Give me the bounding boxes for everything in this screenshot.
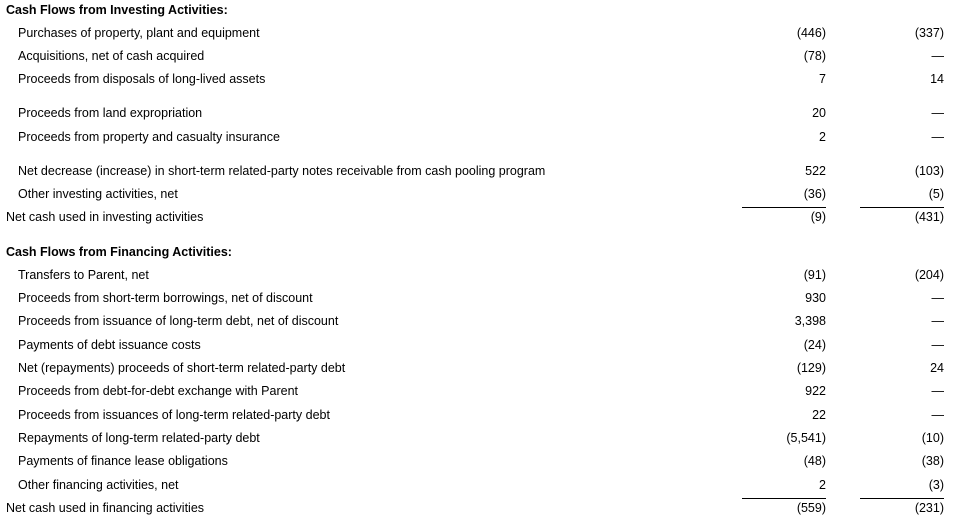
- table-row: [0, 428, 953, 448]
- value-col-2: —: [931, 106, 944, 120]
- value-col-2: —: [931, 408, 944, 422]
- value-col-2: —: [931, 384, 944, 398]
- line-item-label: Repayments of long-term related-party debt: [18, 431, 260, 445]
- table-row: [0, 451, 953, 471]
- value-col-1: 522: [805, 164, 826, 178]
- value-col-2: (204): [914, 268, 944, 282]
- value-col-2: —: [931, 291, 944, 305]
- line-item-label: Proceeds from issuances of long-term related-party debt: [18, 408, 330, 422]
- value-col-2: 14: [930, 72, 944, 86]
- table-row: [0, 405, 953, 425]
- line-item-label: Proceeds from debt-for-debt exchange with Parent: [18, 384, 299, 398]
- value-col-1: (91): [803, 268, 826, 282]
- value-col-2: (337): [914, 26, 944, 40]
- value-col-2: —: [931, 49, 944, 63]
- line-item-label: Acquisitions, net of cash acquired: [18, 49, 205, 63]
- section-heading: Cash Flows from Investing Activities:: [6, 3, 228, 17]
- value-col-1: 2: [819, 478, 826, 492]
- table-row: [0, 127, 953, 147]
- value-col-1: 20: [812, 106, 826, 120]
- value-col-2: (10): [921, 431, 944, 445]
- line-item-label: Proceeds from short-term borrowings, net of discount: [18, 291, 313, 305]
- value-col-1: 3,398: [794, 314, 826, 328]
- table-row: [0, 23, 953, 43]
- value-col-1: 2: [819, 130, 826, 144]
- value-col-1: (446): [796, 26, 826, 40]
- value-col-2: (103): [914, 164, 944, 178]
- total-label: Net cash used in financing activities: [6, 501, 205, 515]
- value-col-1: 930: [805, 291, 826, 305]
- value-col-2: —: [931, 338, 944, 352]
- value-col-1: 22: [812, 408, 826, 422]
- table-row: [0, 69, 953, 89]
- value-col-1: (36): [803, 187, 826, 201]
- value-col-1: (78): [803, 49, 826, 63]
- line-item-label: Proceeds from property and casualty insurance: [18, 130, 280, 144]
- value-col-2: 24: [930, 361, 944, 375]
- line-item-label: Transfers to Parent, net: [18, 268, 149, 282]
- value-col-2: —: [931, 130, 944, 144]
- total-value-col-1: (9): [742, 207, 826, 227]
- line-item-label: Net (repayments) proceeds of short-term related-party debt: [18, 361, 346, 375]
- value-col-2: (3): [928, 478, 944, 492]
- value-col-1: (24): [803, 338, 826, 352]
- total-row: [0, 498, 953, 518]
- investing-heading-row: [0, 0, 953, 20]
- value-col-1: (5,541): [786, 431, 826, 445]
- value-col-1: 922: [805, 384, 826, 398]
- financing-heading-row: [0, 242, 953, 262]
- value-col-2: (5): [928, 187, 944, 201]
- section-heading: Cash Flows from Financing Activities:: [6, 245, 232, 259]
- value-col-1: (48): [803, 454, 826, 468]
- line-item-label: Proceeds from land expropriation: [18, 106, 203, 120]
- line-item-label: Payments of finance lease obligations: [18, 454, 228, 468]
- table-row: [0, 381, 953, 401]
- value-col-2: —: [931, 314, 944, 328]
- table-row: [0, 103, 953, 123]
- table-row: [0, 184, 953, 204]
- total-value-col-2: (431): [860, 207, 944, 227]
- line-item-label: Purchases of property, plant and equipment: [18, 26, 260, 40]
- line-item-label: Payments of debt issuance costs: [18, 338, 201, 352]
- line-item-label: Other financing activities, net: [18, 478, 179, 492]
- total-value-col-1: (559): [742, 498, 826, 518]
- table-row: [0, 46, 953, 66]
- table-row: [0, 335, 953, 355]
- line-item-label: Proceeds from disposals of long-lived assets: [18, 72, 266, 86]
- table-row: [0, 475, 953, 495]
- value-col-2: (38): [921, 454, 944, 468]
- value-col-1: 7: [819, 72, 826, 86]
- table-row: [0, 265, 953, 285]
- total-label: Net cash used in investing activities: [6, 210, 204, 224]
- line-item-label: Net decrease (increase) in short-term related-party notes receivable from cash pooling program: [18, 164, 546, 178]
- table-row: [0, 161, 953, 181]
- line-item-label: Other investing activities, net: [18, 187, 178, 201]
- table-row: [0, 358, 953, 378]
- line-item-label: Proceeds from issuance of long-term debt, net of discount: [18, 314, 339, 328]
- table-row: [0, 311, 953, 331]
- total-value-col-2: (231): [860, 498, 944, 518]
- total-row: [0, 207, 953, 227]
- value-col-1: (129): [796, 361, 826, 375]
- table-row: [0, 288, 953, 308]
